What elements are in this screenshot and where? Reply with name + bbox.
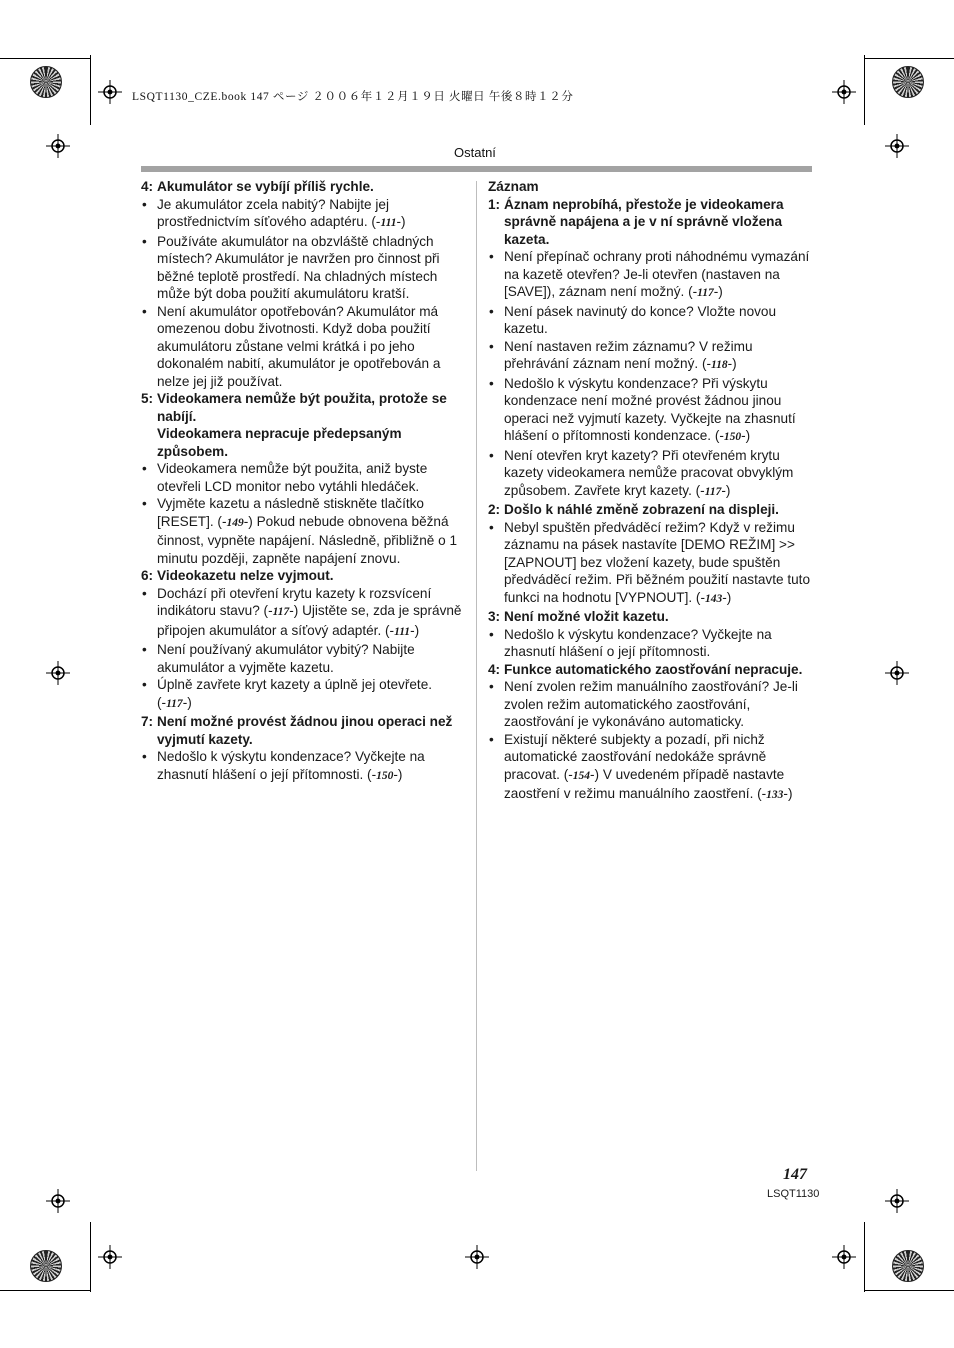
registration-rosette-icon <box>30 66 62 98</box>
crosshair-icon <box>46 134 70 158</box>
crosshair-icon <box>832 1245 856 1269</box>
list-item: • Nedošlo k výskytu kondenzace? Při výskytu kondenzace není možné provést žádnou jinou operaci než vyjmutí kazety. Vyčkejte na zhasnutí hlášení o přítomnosti kondenzace. (-150-) <box>488 375 814 447</box>
page-reference: 150 <box>376 769 394 782</box>
crosshair-icon <box>98 1245 122 1269</box>
bullet-list <box>141 460 464 567</box>
item-number: 4: <box>141 179 154 194</box>
list-item: • Je akumulátor zcela nabitý? Nabijte jej prostřednictvím síťového adaptéru. (-111-) <box>141 196 464 233</box>
list-item: • Úplně zavřete kryt kazety a úplně jej otevřete. (-117-) <box>141 676 464 713</box>
troubleshoot-item <box>488 608 814 661</box>
list-item: • Videokamera nemůže být použita, aniž byste otevřeli LCD monitor nebo vytáhli hledáček. <box>141 460 464 495</box>
bullet-list <box>488 626 814 661</box>
page-reference: 117 <box>272 606 290 618</box>
troubleshoot-item <box>488 501 814 608</box>
item-title: Došlo k náhlé změně zobrazení na displeji. <box>504 502 779 517</box>
right-column <box>488 178 814 805</box>
page-reference: 111 <box>380 217 397 229</box>
page-reference: 133 <box>766 789 784 801</box>
troubleshoot-item <box>141 178 464 390</box>
item-title: Funkce automatického zaostřování nepracuje. <box>504 661 803 677</box>
subsection-heading: Záznam <box>488 179 539 194</box>
item-title: Videokazetu nelze vyjmout. <box>157 568 334 583</box>
registration-rosette-icon <box>892 66 924 98</box>
bullet-list <box>141 196 464 391</box>
list-item: • Nedošlo k výskytu kondenzace? Vyčkejte na zhasnutí hlášení o její přítomnosti. <box>488 626 814 661</box>
list-item: • Není přepínač ochrany proti náhodnému vymazání na kazetě otevřen? Je-li otevřen (nastaven na [SAVE]), záznam není možný. (-117-) <box>488 248 814 303</box>
page-reference: 117 <box>697 287 714 299</box>
item-title: Videokamera nepracuje předepsaným způsobem. <box>157 426 402 459</box>
crosshair-icon <box>885 1189 909 1213</box>
troubleshoot-item <box>488 196 814 502</box>
crosshair-icon <box>46 1189 70 1213</box>
page-reference: 118 <box>711 359 728 371</box>
print-job-line: LSQT1130_CZE.book 147 ページ ２００６年１２月１９日 火曜日 午後８時１２分 <box>132 91 574 103</box>
list-item: • Není pásek navinutý do konce? Vložte novou kazetu. <box>488 303 814 338</box>
page-reference: 154 <box>572 769 590 782</box>
item-title: Videokamera nemůže být použita, protože se nabíjí. <box>157 391 447 424</box>
list-item: • Existují některé subjekty a pozadí, při nichž automatické zaostřování nedokáže správně pracovat. (-154-) V uvedeném případě nastavte zaostření v režimu manuálního zaostření. (-133-) <box>488 731 814 805</box>
bullet-list <box>141 585 464 714</box>
crosshair-icon <box>832 80 856 104</box>
crosshair-icon <box>885 134 909 158</box>
list-item: • Dochází při otevření krytu kazety k rozsvícení indikátoru stavu? (-117-) Ujistěte se, zda je správně připojen akumulátor a síťový adaptér. (-111-) <box>141 585 464 642</box>
crosshair-icon <box>98 80 122 104</box>
list-item: • Není zvolen režim manuálního zaostřování? Je-li zvolen režim automatického zaostřování, zaostřování je vykonáváno automaticky. <box>488 678 814 731</box>
item-number: 2: <box>488 502 501 517</box>
crosshair-icon <box>465 1245 489 1269</box>
troubleshoot-item <box>141 713 464 785</box>
page-reference: 117 <box>166 697 183 710</box>
item-number: 5: <box>141 391 154 406</box>
item-title: Není možné provést žádnou jinou operaci než vyjmutí kazety. <box>157 714 453 747</box>
page-number: 147 <box>783 1166 807 1183</box>
bullet-list <box>488 519 814 609</box>
page-reference: 143 <box>704 592 723 605</box>
item-number: 4: <box>488 661 501 677</box>
bullet-list <box>141 748 464 785</box>
list-item: • Nebyl spuštěn předváděcí režim? Když v režimu záznamu na pásek nastavíte [DEMO REŽIM] >> [ZAPNOUT] bez vložení kazety, bude spuštěn předváděcí režim. Při běžném použití nastavte tuto funkci na hodnotu [VYPNOUT]. (-143-) <box>488 519 814 609</box>
list-item: • Není nastaven režim záznamu? V režimu přehrávání záznam není možný. (-118-) <box>488 338 814 375</box>
crosshair-icon <box>885 661 909 685</box>
bullet-list <box>488 248 814 501</box>
list-item: • Není akumulátor opotřebován? Akumulátor má omezenou dobu životnosti. Když doba použití akumulátoru zůstane velmi krátká i po jeho dokonalém nabití, akumulátor je opotřebován a nelze jej již používat. <box>141 303 464 391</box>
item-number: 6: <box>141 568 154 583</box>
left-column <box>141 178 464 785</box>
list-item: • Vyjměte kazetu a následně stiskněte tlačítko [RESET]. (-149-) Pokud nebude obnovena běžná činnost, vypněte napájení. Následně, přibližně o 1 minutu později, zapněte napájení znovu. <box>141 495 464 567</box>
page-reference: 117 <box>704 485 722 498</box>
item-title: Áznam neprobíhá, přestože je videokamera správně napájena a je v ní správně vložena kazeta. <box>504 196 784 247</box>
header-rule <box>141 166 812 172</box>
list-item: • Nedošlo k výskytu kondenzace? Vyčkejte na zhasnutí hlášení o její přítomnosti. (-150-) <box>141 748 464 785</box>
troubleshoot-item <box>141 567 464 713</box>
item-title: Akumulátor se vybíjí příliš rychle. <box>157 179 374 194</box>
bullet-list <box>488 678 814 805</box>
model-code: LSQT1130 <box>767 1188 820 1200</box>
page-reference: 149 <box>226 516 244 529</box>
page-reference: 111 <box>394 625 411 638</box>
troubleshoot-item <box>488 661 814 805</box>
list-item: • Používáte akumulátor na obzvláště chladných místech? Akumulátor je navržen pro činnost při běžné teplotě prostředí. Na chladných místech může být doba použití akumulátoru kratší. <box>141 233 464 303</box>
list-item: • Není otevřen kryt kazety? Při otevřeném krytu kazety videokamera nemůže pracovat obvyklým způsobem. Zavřete kryt kazety. (-117-) <box>488 447 814 502</box>
section-title: Ostatní <box>454 145 496 160</box>
registration-rosette-icon <box>892 1250 924 1282</box>
crosshair-icon <box>46 661 70 685</box>
troubleshoot-item <box>141 390 464 567</box>
item-number: 1: <box>488 196 501 212</box>
registration-rosette-icon <box>30 1250 62 1282</box>
column-separator <box>476 181 477 1171</box>
item-title: Není možné vložit kazetu. <box>504 609 669 624</box>
item-number: 7: <box>141 714 154 729</box>
item-number: 3: <box>488 609 501 624</box>
page-reference: 150 <box>723 431 742 443</box>
list-item: • Není používaný akumulátor vybitý? Nabijte akumulátor a vyjměte kazetu. <box>141 641 464 676</box>
